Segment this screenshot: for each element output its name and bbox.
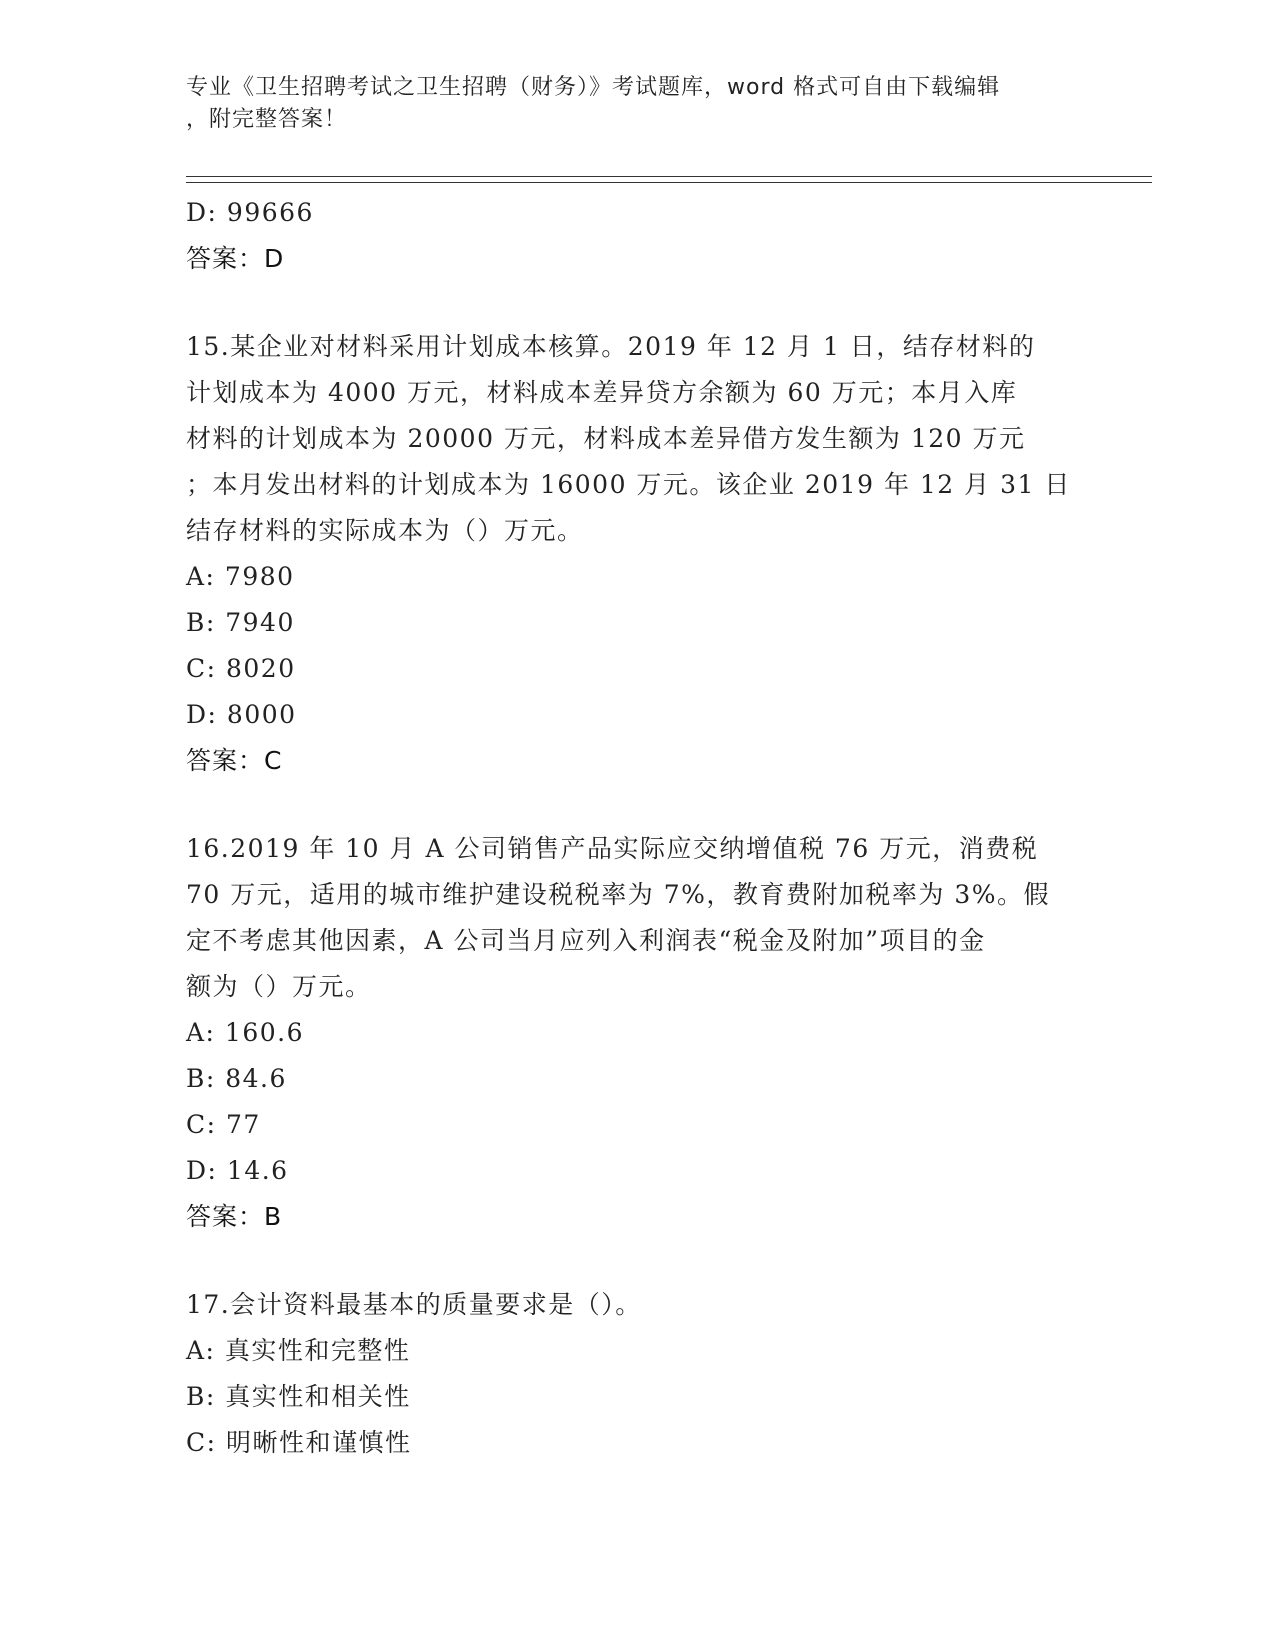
question-16-line: 70 万元，适用的城市维护建设税税率为 7%，教育费附加税率为 3%。假 [186,880,1050,909]
question-16-option-b: B: 84.6 [186,1064,287,1093]
question-16-option-d: D: 14.6 [186,1156,289,1185]
question-17-stem [186,1282,1086,1328]
question-15-line: 15.某企业对材料采用计划成本核算。2019 年 12 月 1 日，结存材料的 [186,332,1036,361]
question-16-line: 额为（）万元。 [186,972,372,1001]
spacer [186,1240,1086,1282]
answer-prev: 答案：D [186,244,285,273]
document-header [186,72,1066,136]
question-15-line: 结存材料的实际成本为（）万元。 [186,516,584,545]
question-15-answer: 答案：C [186,746,283,775]
question-16-answer: 答案：B [186,1202,283,1231]
header-divider-bottom [186,182,1152,183]
question-16-line: 16.2019 年 10 月 A 公司销售产品实际应交纳增值税 76 万元，消费税 [186,834,1039,863]
question-17-option-a: A: 真实性和完整性 [186,1336,411,1365]
question-15-option-d: D: 8000 [186,700,297,729]
question-16-option-c: C: 77 [186,1110,261,1139]
question-15-option-c: C: 8020 [186,654,296,683]
question-16-stem [186,826,1086,1010]
question-15-option-b: B: 7940 [186,608,295,637]
question-content [186,190,1086,1466]
question-17-line: 17.会计资料最基本的质量要求是（）。 [186,1290,642,1319]
header-title-line-2: ，附完整答案！ [186,107,348,132]
question-15-option-a: A: 7980 [186,562,295,591]
spacer [186,282,1086,324]
spacer [186,784,1086,826]
header-title-line-1: 专业《卫生招聘考试之卫生招聘（财务）》考试题库，word 格式可自由下载编辑 [186,75,1001,100]
question-15-line: 材料的计划成本为 20000 万元，材料成本差异借方发生额为 120 万元 [186,424,1026,453]
option-d-prev: D: 99666 [186,198,314,227]
question-16-line: 定不考虑其他因素，A 公司当月应列入利润表“税金及附加”项目的金 [186,926,986,955]
question-15-line: ；本月发出材料的计划成本为 16000 万元。该企业 2019 年 12 月 31 日 [186,470,1071,499]
question-16-option-a: A: 160.6 [186,1018,304,1047]
question-15-stem [186,324,1086,554]
header-divider-top [186,176,1152,177]
question-17-option-b: B: 真实性和相关性 [186,1382,411,1411]
question-15-line: 计划成本为 4000 万元，材料成本差异贷方余额为 60 万元；本月入库 [186,378,1018,407]
question-17-option-c: C: 明晰性和谨慎性 [186,1428,412,1457]
